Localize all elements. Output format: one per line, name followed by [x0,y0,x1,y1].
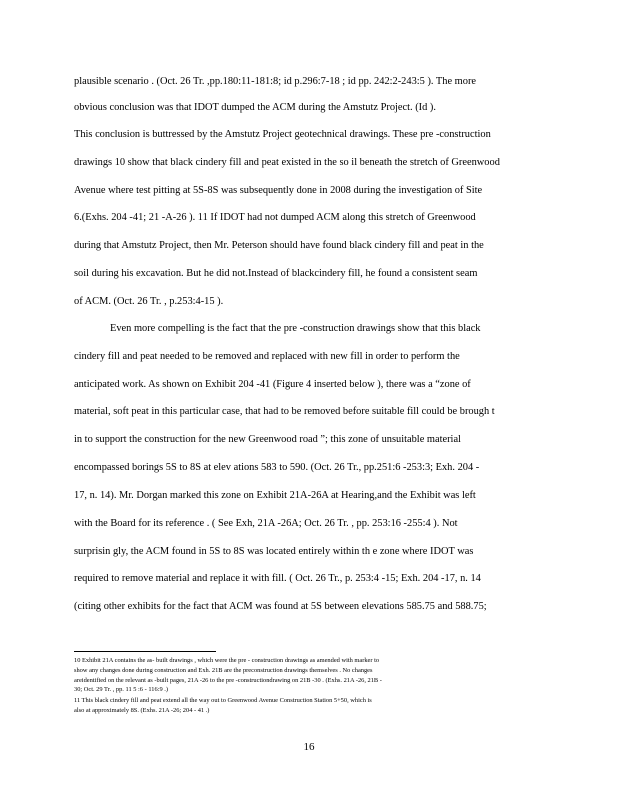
footnote-line: also at approximately 8S. (Exhs. 21A -26; 204 - 41 .) [74,707,210,714]
footnote-line: 30; Oct. 29 Tr. , pp. 11 5 :6 - 116:9 .) [74,686,168,693]
body-line: plausible scenario . (Oct. 26 Tr. ,pp.180:11-181:8; id p.296:7-18 ; id pp. 242:2-243:5 ). The more [74,76,477,87]
body-line: Avenue where test pitting at 5S-8S was subsequently done in 2008 during the investigation of Site [74,185,483,196]
body-line: 17, n. 14). Mr. Dorgan marked this zone on Exhibit 21A-26A at Hearing,and the Exhibit was left [74,490,476,501]
body-line: in to support the construction for the new Greenwood road ”; this zone of unsuitable material [74,434,461,445]
body-line: obvious conclusion was that IDOT dumped the ACM during the Amstutz Project. (Id ). [74,102,436,113]
body-line: 6.(Exhs. 204 -41; 21 -A-26 ). 11 If IDOT had not dumped ACM along this stretch of Greenwood [74,212,476,223]
footnote-divider [74,651,216,652]
body-line: This conclusion is buttressed by the Amstutz Project geotechnical drawings. These pre -construction [74,129,491,140]
body-line: anticipated work. As shown on Exhibit 204 -41 (Figure 4 inserted below ), there was a “zone of [74,379,471,390]
body-line: soil during his excavation. But he did not.Instead of blackcindery fill, he found a consistent seam [74,268,478,279]
paragraph-first-line: Even more compelling is the fact that the pre -construction drawings show that this black [110,323,481,334]
body-line: material, soft peat in this particular case, that had to be removed before suitable fill could be brough t [74,406,495,417]
body-line: surprisin gly, the ACM found in 5S to 8S was located entirely within th e zone where IDOT was [74,546,474,557]
body-line: encompassed borings 5S to 8S at elev ations 583 to 590. (Oct. 26 Tr., pp.251:6 -253:3; Exh. 204 - [74,462,480,473]
footnote-line: 10 Exhibit 21A contains the as- built drawings , which were the pre - construction drawings as amended with marker to [74,657,380,664]
body-line: during that Amstutz Project, then Mr. Peterson should have found black cindery fill and peat in the [74,240,484,251]
page-number: 16 [303,741,315,753]
body-line: drawings 10 show that black cindery fill and peat existed in the so il beneath the stretch of Greenwood [74,157,500,168]
body-line: (citing other exhibits for the fact that ACM was found at 5S between elevations 585.75 and 588.75; [74,601,487,612]
body-line: with the Board for its reference . ( See Exh, 21A -26A; Oct. 26 Tr. , pp. 253:16 -255:4 ). Not [74,518,458,529]
footnote-line: 11 This black cindery fill and peat extend all the way out to Greenwood Avenue Construction Station 5+50, which is [74,697,372,704]
footnote-line: areidentified on the relevant as -built pages, 21A -26 to the pre -constructiondrawing on 21B -30 . (Exhs. 21A -26, 21B - [74,677,382,684]
body-line: of ACM. (Oct. 26 Tr. , p.253:4-15 ). [74,296,224,307]
body-line: cindery fill and peat needed to be removed and replaced with new fill in order to perform the [74,351,460,362]
footnote-line: show any changes done during construction and Exh. 21B are the preconstruction drawings themselves . No changes [74,667,373,674]
body-line: required to remove material and replace it with fill. ( Oct. 26 Tr., p. 253:4 -15; Exh. 204 -17, n. 14 [74,573,481,584]
